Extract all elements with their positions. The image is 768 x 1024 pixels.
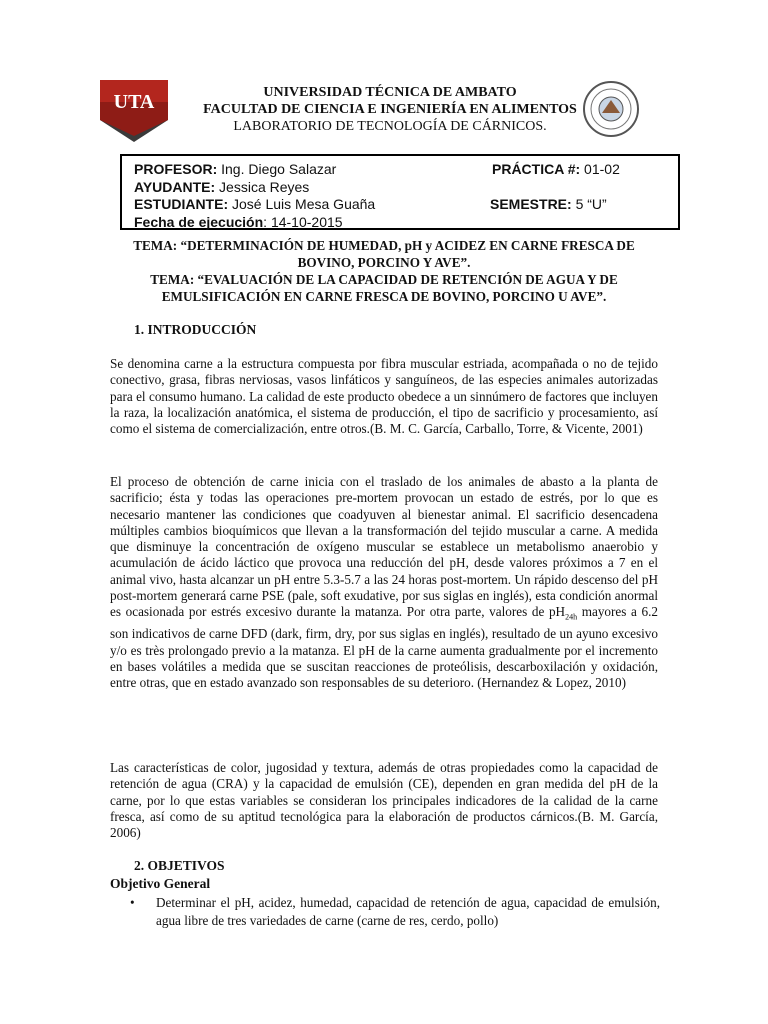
estudiante-row	[134, 196, 375, 214]
section-heading-objetivos: 2. OBJETIVOS	[134, 858, 225, 873]
estudiante-value: José Luis Mesa Guaña	[228, 196, 376, 212]
profesor-value: Ing. Diego Salazar	[217, 161, 337, 177]
profesor-row	[134, 161, 336, 179]
paragraph-intro-2-part-b: mayores a 6.2 son indicativos de carne DFD (dark, firm, dry, por sus siglas en inglés), resultado de un ayuno excesivo y/o es très prolongado previo a la matanza. El pH de la carne aumenta gradualmente por el incremento en bases volátiles a medida que se suscitan reacciones de proteólisis, descarboxilación y oxidación, entre otras, que en estado avanzado son responsables de su deterioro. (Hernandez & Lopez, 2010)	[110, 604, 659, 691]
practica-label: PRÁCTICA #:	[492, 161, 581, 177]
practica-row	[492, 161, 620, 179]
ayudante-label: AYUDANTE:	[134, 178, 216, 195]
section-heading-introduccion: 1. INTRODUCCIÓN	[134, 322, 257, 337]
bullet-icon: •	[130, 895, 135, 910]
practice-info-box	[120, 154, 680, 230]
estudiante-label: ESTUDIANTE:	[134, 196, 229, 212]
tema-2: TEMA: “EVALUACIÓN DE LA CAPACIDAD DE RETENCIÓN DE AGUA Y DE EMULSIFICACIÓN EN CARNE FRESCA DE BOVINO, PORCINO U AVE”.	[150, 272, 618, 304]
paragraph-intro-1: Se denomina carne a la estructura compuesta por fibra muscular estriada, acompañada o no de tejido conectivo, grasa, fibras nerviosas, vasos linfáticos y sanguíneos, de las especies animales autorizadas para el consumo humano. La calidad de este producto obedece a un sinnúmero de factores que incluyen la raza, la localización anatómica, el sistema de producción, el tipo de sacrificio y procesamiento, así como el sistema de comercialización, entre otros.(B. M. C. García, Carballo, Torre, & Vicente, 2001)	[110, 356, 658, 437]
fecha-value: : 14-10-2015	[263, 213, 343, 230]
fecha-label: Fecha de ejecución	[134, 213, 264, 230]
fecha-row	[134, 214, 343, 232]
practica-value: 01-02	[580, 161, 620, 177]
ayudante-value: Jessica Reyes	[215, 178, 310, 195]
laboratory-name: LABORATORIO DE TECNOLOGÍA DE CÁRNICOS.	[233, 119, 547, 134]
subheading-objetivo-general: Objetivo General	[110, 876, 211, 891]
paragraph-intro-3: Las características de color, jugosidad y textura, además de otras propiedades como la capacidad de retención de agua (CRA) y la capacidad de emulsión (CE), dependen en gran medida del pH de la carne, por lo que estas variables se consideran los principales indicadores de la calidad de la carne fresca, así como de su aptitud tecnológica para la elaboración de productos cárnicos.(B. M. García, 2006)	[110, 760, 658, 841]
paragraph-intro-2-part-a: El proceso de obtención de carne inicia con el traslado de los animales de abasto a la planta de sacrificio; ésta y todas las operaciones pre-mortem provocan un estado de estrés, por lo que es necesario mantener las condiciones que coadyuven al bienestar animal. El sacrificio desencadena múltiples cambios bioquímicos que llevan a la transformación del tejido muscular a carne. A medida que disminuye la concentración de oxígeno muscular se establece un metabolismo anaerobio y acumulación de ácido láctico que provoca una reducción del pH, desde valores próximos a 7 en el animal vivo, hasta alcanzar un pH entre 5.3-5.7 a las 24 horas post-mortem. Un rápido descenso del pH post-mortem generará carne PSE (pale, soft exudative, por sus siglas en inglés), esta condición anormal es ocasionada por estrés excesivo durante la matanza. Por otra parte, valores de pH	[110, 474, 658, 620]
semestre-row	[490, 196, 607, 214]
semestre-label: SEMESTRE:	[490, 196, 572, 212]
faculty-name: FACULTAD DE CIENCIA E INGENIERÍA EN ALIMENTOS	[203, 102, 577, 117]
university-name: UNIVERSIDAD TÉCNICA DE AMBATO	[263, 85, 517, 100]
uta-logo	[100, 74, 168, 142]
ph-subscript: 24h	[565, 613, 578, 623]
university-header	[170, 84, 610, 135]
objetivo-text: Determinar el pH, acidez, humedad, capacidad de retención de agua, capacidad de emulsión, agua libre de tres variedades de carne (carne de res, cerdo, pollo)	[156, 895, 660, 928]
tema-1: TEMA: “DETERMINACIÓN DE HUMEDAD, pH y ACIDEZ EN CARNE FRESCA DE BOVINO, PORCINO Y AVE”.	[133, 238, 635, 270]
ayudante-row	[134, 179, 309, 197]
profesor-label: PROFESOR:	[134, 161, 218, 177]
uta-logo-text: UTA	[113, 91, 155, 113]
semestre-value: 5 “U”	[571, 196, 607, 212]
paragraph-intro-2	[110, 474, 658, 692]
